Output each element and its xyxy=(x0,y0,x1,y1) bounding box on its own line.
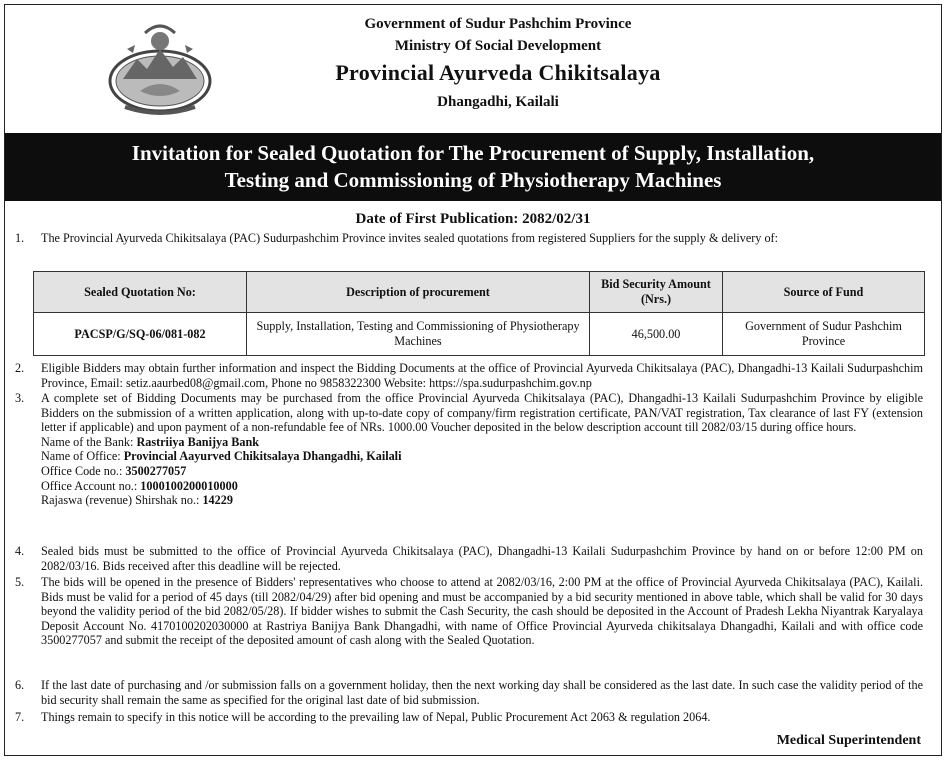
item-number: 4. xyxy=(15,544,25,558)
bank-name-line xyxy=(41,435,923,450)
office-account-label: Office Account no.: xyxy=(41,478,138,493)
item-text: The Provincial Ayurveda Chikitsalaya (PAC) Sudurpashchim Province invites sealed quotations from registered Suppliers for the supply & delivery of: xyxy=(41,231,778,245)
list-item xyxy=(15,361,923,390)
item-text: If the last date of purchasing and /or submission falls on a government holiday, then the next working day shall be considered as the last date. In such case the validity period of the bid security shall remain the same as specified for the original last date of bid submission. xyxy=(41,678,923,707)
office-code-label: Office Code no.: xyxy=(41,463,123,478)
notice-frame xyxy=(4,4,942,756)
item-number: 3. xyxy=(15,391,25,405)
quotation-number: PACSP/G/SQ-06/081-082 xyxy=(34,313,247,356)
office-name-value: Provincial Aayurved Chikitsalaya Dhangadhi, Kailali xyxy=(123,449,402,464)
quotation-table xyxy=(33,271,925,356)
publication-date: Date of First Publication: 2082/02/31 xyxy=(355,211,591,227)
office-name: Provincial Ayurveda Chikitsalaya xyxy=(335,60,661,85)
column-header: Sealed Quotation No: xyxy=(34,272,247,313)
item-text: Sealed bids must be submitted to the office of Provincial Ayurveda Chikitsalaya (PAC), Dhangadhi-13 Kailali Sudurpashchim Province by hand on or before 12:00 PM on 2082/03/16. Bids received after this deadline will be rejected. xyxy=(41,544,923,573)
banner-line-2: Testing and Commissioning of Physiotherapy Machines xyxy=(224,168,722,192)
bid-security-amount: 46,500.00 xyxy=(590,313,723,356)
column-header: Bid Security Amount (Nrs.) xyxy=(590,272,723,313)
item-text: A complete set of Bidding Documents may be purchased from the office Provincial Ayurveda Chikitsalaya (PAC), Dhangadhi-13 Kailali Sudurpashchim Province by eligible Bidders on the submission of a written application, along with up-to-date copy of company/firm registration certificate, PAN/VAT registration, Tax clearance of last FY (extension letter if applicable) and upon payment of a non-refundable fee of NRs. 1000.00 Voucher deposited in the below description account till 2082/03/15 during office hours. xyxy=(41,391,923,435)
notice-title-banner xyxy=(5,133,941,201)
table-row xyxy=(34,313,925,356)
column-header: Source of Fund xyxy=(723,272,925,313)
item-number: 6. xyxy=(15,678,25,692)
list-item xyxy=(15,231,923,246)
source-of-fund: Government of Sudur Pashchim Province xyxy=(723,313,925,356)
government-name: Government of Sudur Pashchim Province xyxy=(364,16,632,32)
item-number: 2. xyxy=(15,361,25,375)
procurement-description: Supply, Installation, Testing and Commissioning of Physiotherapy Machines xyxy=(247,313,590,356)
office-account-value: 1000100200010000 xyxy=(140,478,238,493)
header-text xyxy=(245,13,751,115)
column-header: Description of procurement xyxy=(247,272,590,313)
list-item xyxy=(15,710,923,725)
office-account-line xyxy=(41,479,923,494)
office-name-line xyxy=(41,449,923,464)
ministry-name: Ministry Of Social Development xyxy=(394,38,602,54)
item-text: The bids will be opened in the presence of Bidders' representatives who choose to attend at 2082/03/16, 2:00 PM at the office of Provincial Ayurveda Chikitsalaya (PAC), Kailali. Bids must be valid for a period of 45 days (till 2082/04/29) after bid opening and must be accompanied by a bid security mentioned in above table, which shall be valid for 30 days beyond the validity period of the bid 2082/05/28). If bidder wishes to submit the Cash Security, the cash should be deposited in the Account of Pradesh Lekha Niyantrak Karyalaya Deposit Account No. 4170100202030000 at Rastriya Banijya Bank Dhangadhi, with name of Office Provincial Ayurveda chikitsalaya Dhangadhi, Kailali and with office code 3500277057 and submit the receipt of the deposited amount of cash along with the Sealed Quotation. xyxy=(41,575,923,648)
list-item xyxy=(15,544,923,573)
office-code-value: 3500277057 xyxy=(125,463,187,478)
item-number: 7. xyxy=(15,710,25,724)
banner-line-1: Invitation for Sealed Quotation for The Procurement of Supply, Installation, xyxy=(131,141,815,165)
item-number: 1. xyxy=(15,231,25,245)
nepal-government-emblem-icon xyxy=(105,19,215,119)
item-number: 5. xyxy=(15,575,25,589)
rajaswa-value: 14229 xyxy=(202,493,233,508)
list-item xyxy=(15,391,923,508)
item-text: Things remain to specify in this notice will be according to the prevailing law of Nepal, Public Procurement Act 2063 & regulation 2064. xyxy=(41,710,711,724)
list-item xyxy=(15,575,923,648)
rajaswa-line xyxy=(41,493,923,508)
table-header-row xyxy=(34,272,925,313)
office-code-line xyxy=(41,464,923,479)
bank-name-label: Name of the Bank: xyxy=(41,434,134,449)
rajaswa-label: Rajaswa (revenue) Shirshak no.: xyxy=(41,493,200,508)
item-text: Eligible Bidders may obtain further information and inspect the Bidding Documents at the office of Provincial Ayurveda Chikitsalaya (PAC), Dhangadhi-13 Kailali Sudurpashchim Province, Email: setiz.aaurbed08@gmail.com, Phone no 9858322300 Website: https://spa.sudurpashchim.gov.np xyxy=(41,361,923,390)
bank-name-value: Rastriiya Banijya Bank xyxy=(136,434,260,449)
bank-details xyxy=(41,435,923,508)
office-name-label: Name of Office: xyxy=(41,449,121,464)
list-item xyxy=(15,678,923,707)
office-location: Dhangadhi, Kailali xyxy=(437,94,559,110)
notice-header xyxy=(5,5,941,127)
signature: Medical Superintendent xyxy=(776,733,921,748)
